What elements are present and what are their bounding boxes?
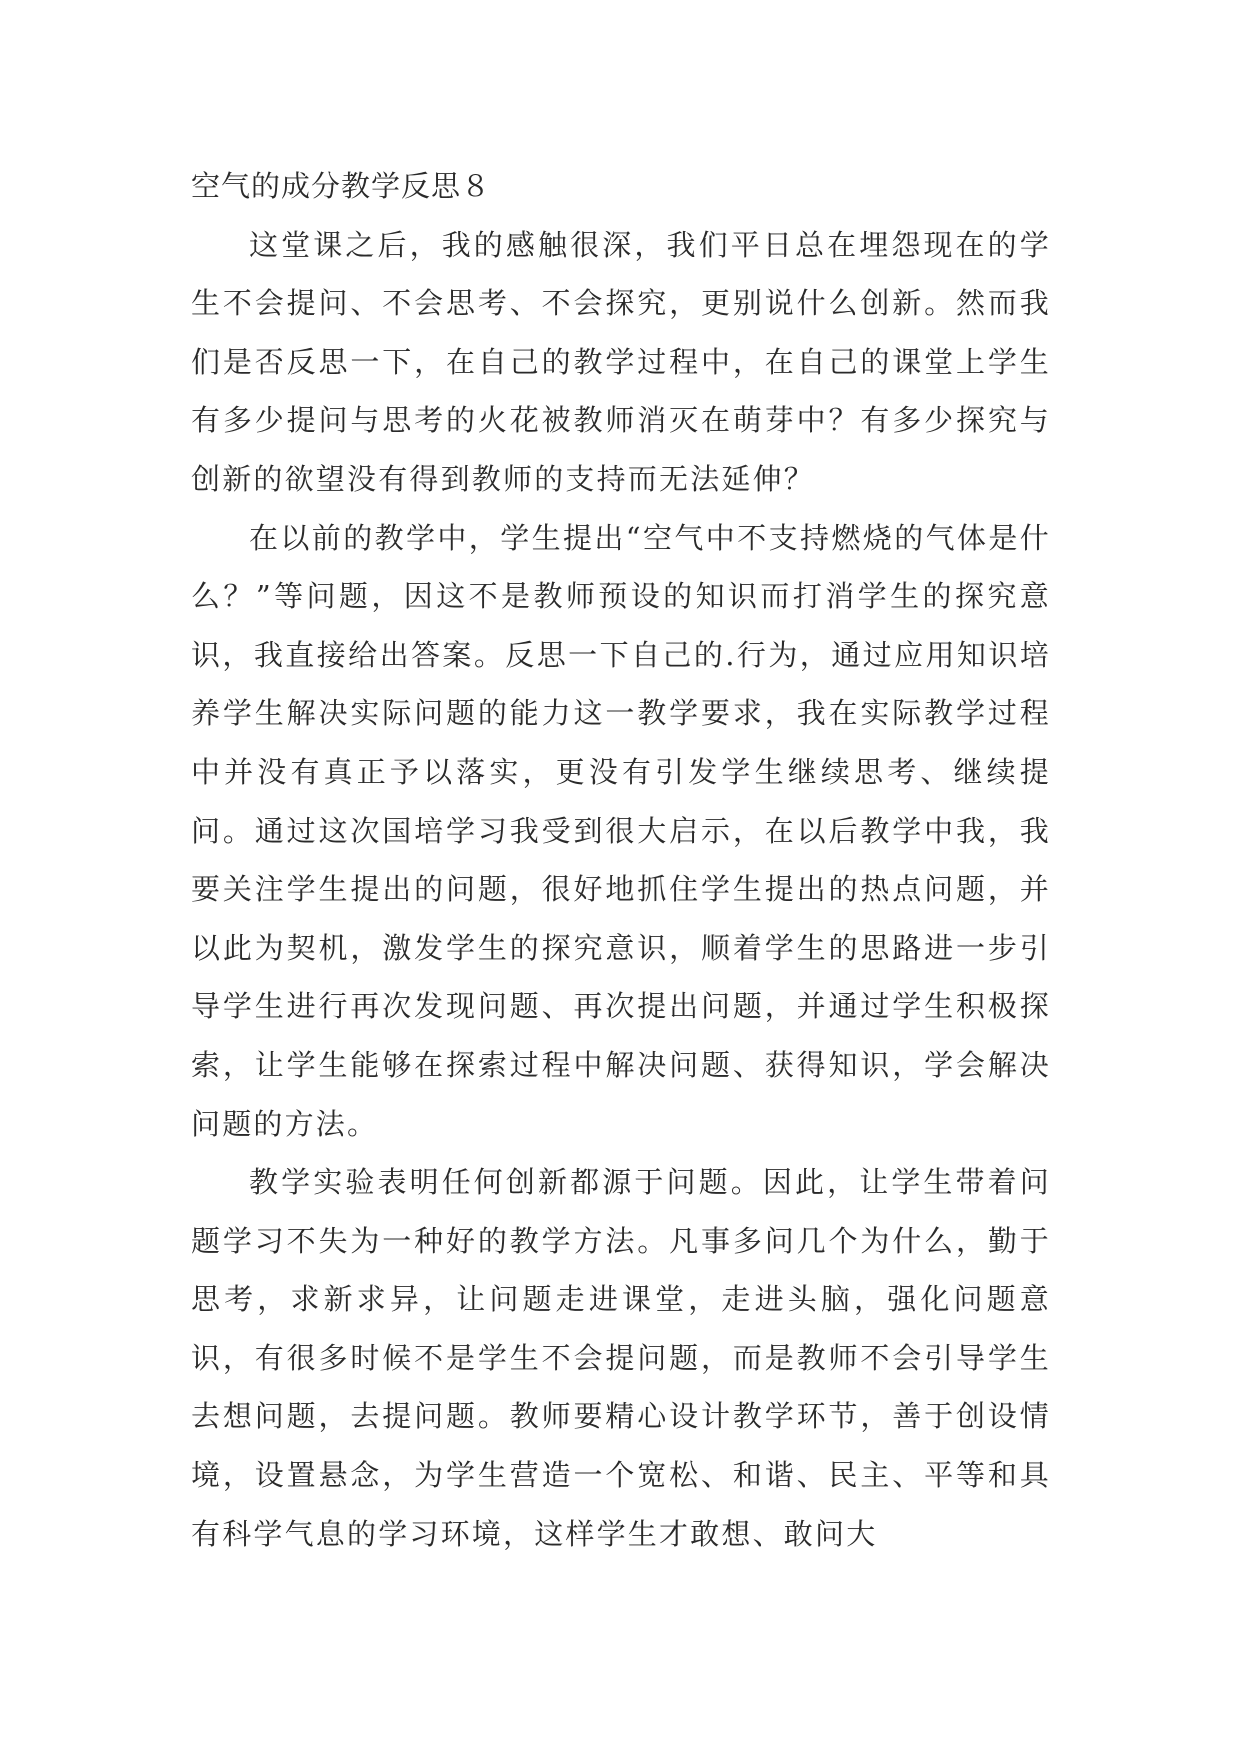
paragraph-3: 教学实验表明任何创新都源于问题。因此，让学生带着问题学习不失为一种好的教学方法。凡事多问几个为什么，勤于思考，求新求异，让问题走进课堂，走进头脑，强化问题意识，有很多时候不是学生不会提问题，而是教师不会引导学生去想问题，去提问题。教师要精心设计教学环节，善于创设情境，设置悬念，为学生营造一个宽松、和谐、民主、平等和具有科学气息的学习环境，这样学生才敢想、敢问大 xyxy=(191,1165,1051,1551)
paragraph-2: 在以前的教学中，学生提出“空气中不支持燃烧的气体是什么？”等问题，因这不是教师预设的知识而打消学生的探究意识，我直接给出答案。反思一下自己的.行为，通过应用知识培养学生解决实际问题的能力这一教学要求，我在实际教学过程中并没有真正予以落实，更没有引发学生继续思考、继续提问。通过这次国培学习我受到很大启示，在以后教学中我，我要关注学生提出的问题，很好地抓住学生提出的热点问题，并以此为契机，激发学生的探究意识，顺着学生的思路进一步引导学生进行再次发现问题、再次提出问题，并通过学生积极探索，让学生能够在探索过程中解决问题、获得知识，学会解决问题的方法。 xyxy=(191,520,1051,1141)
paragraph-1: 这堂课之后，我的感触很深，我们平日总在埋怨现在的学生不会提问、不会思考、不会探究，更别说什么创新。然而我们是否反思一下，在自己的教学过程中，在自己的课堂上学生有多少提问与思考的火花被教师消灭在萌芽中？有多少探究与创新的欲望没有得到教师的支持而无法延伸？ xyxy=(191,227,1051,496)
document-title: 空气的成分教学反思８ xyxy=(191,169,492,203)
document-body xyxy=(191,157,1051,1563)
